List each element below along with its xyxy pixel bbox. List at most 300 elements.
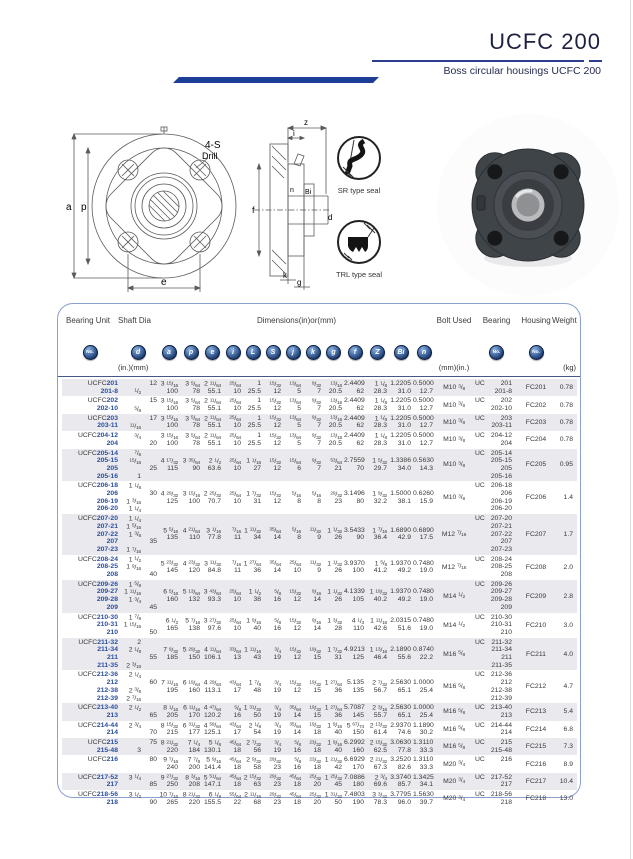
column-letter-badge: No. — [489, 345, 504, 360]
dimension-cell: 2 $^{11}/_{64}$ 55.1 — [204, 380, 221, 395]
dimension-cell: $^9/_{32}$ 7 — [311, 397, 321, 413]
dimension-cell: 2 $^{21}/_{32}$ 67.3 — [369, 757, 387, 772]
dimension-cell: 4 $^{47}/_{64}$ 120.2 — [203, 704, 221, 719]
housing-cell: FC210 — [525, 621, 547, 629]
table-row — [62, 580, 577, 613]
dimension-cell: $^{15}/_{32}$ 12 — [269, 432, 281, 447]
dimension-cell: 3 $^{15}/_{16}$ 100 — [160, 397, 178, 413]
dimension-cell: 1.3110 33.3 — [413, 756, 434, 772]
weight-cell: 6.8 — [563, 725, 573, 733]
table-row — [62, 431, 577, 448]
accent-bar — [173, 77, 379, 83]
column-letter-badge: g — [326, 345, 341, 360]
dimension-cell: $^{25}/_{64}$ 10 — [229, 490, 241, 505]
dimension-cell: 1 $^{31}/_{32}$ 50 — [324, 791, 342, 806]
dimension-cell: 1 $^{27}/_{64}$ 36 — [324, 704, 342, 719]
table-row — [62, 670, 577, 703]
dimension-cell: 1 $^7/_{32}$ 31 — [327, 646, 342, 662]
dimension-cell: 2 $^{15}/_{32}$ 63 — [243, 774, 261, 789]
dimension-cell: 5 $^{13}/_{64}$ 132 — [182, 589, 200, 604]
unit-cell: UCFC218-56 3 $^1/_2$ 218 90 — [77, 791, 157, 806]
dimension-cell: $^5/_{16}$ 8 — [311, 490, 321, 505]
dimension-cell: 0.7480 19.0 — [413, 588, 434, 604]
dimension-cell: 1 $^3/_{32}$ 28 — [327, 618, 342, 633]
unit-cell: UCFC210-30 1 $^7/_8$ 210-31 1 $^{15}/_{16}$ 210 50 — [77, 613, 157, 636]
dimension-cell: 2 $^3/_4$ 69.6 — [373, 774, 387, 789]
dimension-cell: $^{55}/_{64}$ 22 — [229, 791, 241, 806]
dimension-cell: 3 $^{15}/_{16}$ 100 — [182, 490, 200, 505]
column-letter-badge: a — [162, 345, 177, 360]
dimension-cell: 7 $^9/_{32}$ 185 — [163, 646, 178, 662]
dimension-cell: 7.0886 180 — [344, 773, 365, 789]
dimension-cell: 3 $^5/_{64}$ 78 — [185, 432, 200, 447]
table-row — [62, 790, 577, 807]
dimension-cell: 1.6890 42.9 — [390, 526, 411, 542]
front-view-drawing — [62, 114, 260, 302]
dimension-cell: 3 $^{15}/_{16}$ 100 — [160, 415, 178, 430]
weight-cell: 10.4 — [559, 777, 573, 785]
column-group-header: Bearing Unit — [66, 316, 111, 325]
dimension-cell: 2 $^7/_{32}$ 56.7 — [372, 679, 387, 694]
dimension-cell: 1 $^{13}/_{16}$ 46.4 — [369, 646, 387, 662]
svg-text:p: p — [81, 202, 87, 213]
dimension-cell: $^{23}/_{32}$ 18 — [309, 739, 321, 754]
unit-cell: UCFC217-52 3 $^1/_4$ 217 85 — [77, 773, 157, 789]
dimension-cell: 6.2992 160 — [344, 739, 365, 754]
trl-seal-label: TRL type seal — [336, 270, 382, 279]
dimension-cell: $^9/_{32}$ 7 — [311, 380, 321, 395]
bearing-cell: UC 213-40 213 — [475, 704, 512, 719]
table-row — [62, 449, 577, 482]
column-group-header: Weight — [552, 316, 577, 325]
bearing-cell: UC 204-12 204 — [475, 432, 512, 447]
page-edge — [630, 0, 631, 859]
svg-text:d: d — [328, 213, 333, 222]
dimension-cell: $^{15}/_{32}$ 12 — [269, 397, 281, 413]
dimension-cell: $^5/_{16}$ 8 — [291, 490, 301, 505]
dimension-cell: 0.5000 12.7 — [413, 380, 434, 395]
dimension-cell: 1 $^{27}/_{64}$ 36 — [243, 560, 261, 575]
table-row — [62, 555, 577, 580]
unit-cell: UCFC201 12 201-8 $^1/_2$ — [87, 380, 157, 397]
weight-cell: 8.9 — [563, 760, 573, 768]
dimension-cell: 4 $^{59}/_{64}$ 125.1 — [203, 722, 221, 737]
table-row — [62, 738, 577, 755]
dimension-cell: 0.8740 22.2 — [413, 646, 434, 662]
dimension-cell: $^{25}/_{64}$ 10 — [229, 380, 241, 395]
dimension-cell: 1 25.5 — [247, 432, 261, 447]
bolt-cell: M12 $^7/_{16}$ — [441, 563, 467, 572]
dimension-cell: 1.3386 34.0 — [390, 457, 411, 472]
dimension-cell: 1 $^1/_8$ 28.3 — [373, 397, 387, 413]
column-letter-badge: e — [205, 345, 220, 360]
dimension-cell: 1 $^9/_{32}$ 32.2 — [372, 490, 387, 505]
weight-cell: 1.4 — [563, 494, 573, 502]
housing-cell: FC208 — [525, 563, 547, 571]
column-group-header: Shaft Dia — [118, 316, 151, 325]
table-row — [62, 703, 577, 720]
unit-cell: UCFC215 75 215-48 3 — [87, 739, 157, 754]
bearing-cell: UC 212-36 212 212-38 212-39 — [475, 671, 512, 702]
dimension-cell: 4 $^{29}/_{32}$ 125 — [160, 490, 178, 505]
bearing-cell: UC 217-52 217 — [475, 773, 512, 789]
svg-text:n: n — [290, 187, 294, 194]
bearing-cell: UC 214-44 214 — [475, 721, 512, 737]
dimension-cell: 1 $^5/_8$ 41.2 — [373, 560, 387, 575]
dimension-cell: 2 $^7/_{32}$ 56 — [246, 739, 261, 754]
dimension-cell: $^{45}/_{64}$ 18 — [229, 757, 241, 772]
dimension-cell: $^{29}/_{32}$ 23 — [269, 757, 281, 772]
unit-cell: UCFC203 17 203-11 $^{11}/_{16}$ — [87, 414, 157, 432]
table-body — [58, 377, 580, 808]
dimension-cell: 9 $^7/_{16}$ 240 — [163, 757, 178, 772]
table-row — [62, 379, 577, 396]
title-rule — [372, 60, 584, 62]
dimension-cell: 6.6929 170 — [344, 756, 365, 772]
bolt-cell: M16 $^5/_8$ — [443, 650, 465, 659]
bearing-cell: UC 208-24 208-25 208 — [475, 555, 512, 579]
dimension-cell: 2 $^1/_8$ 54 — [248, 722, 261, 737]
dimension-cell: 6 $^{31}/_{32}$ 177 — [182, 722, 200, 737]
dimension-cell: 1 $^1/_8$ 28.3 — [373, 380, 387, 395]
table-row — [62, 481, 577, 514]
dimension-cell: 2.7559 70 — [344, 457, 365, 472]
dimension-cell: 1 $^7/_{16}$ 36.4 — [372, 527, 387, 542]
column-letter-badge: i — [226, 345, 241, 360]
bolt-cell: M10 $^3/_8$ — [443, 383, 465, 392]
dimension-cell: $^3/_4$ 19 — [273, 646, 281, 662]
weight-cell: 7.3 — [563, 743, 573, 751]
spec-table — [57, 303, 581, 806]
unit-cell: UCFC208-24 1 $^1/_2$ 208-25 1 $^9/_{16}$ 208 40 — [77, 555, 157, 579]
dimension-cell: $^{29}/_{32}$ 23 — [269, 791, 281, 806]
dimension-cell: 6 $^1/_2$ 165 — [165, 618, 178, 633]
housing-cell: FC215 — [525, 743, 547, 751]
dimension-cell: 7 $^1/_4$ 184 — [187, 739, 200, 754]
dimension-cell: 3 $^{15}/_{16}$ 100 — [160, 432, 178, 447]
dimension-cell: 1 $^{21}/_{32}$ 42 — [324, 757, 342, 772]
dimension-cell: 5.135 135 — [346, 679, 364, 694]
dimension-cell: 1 $^9/_{16}$ 40 — [246, 618, 261, 633]
dimension-cell: 2 $^{11}/_{64}$ 55.1 — [204, 432, 221, 447]
column-letter-badge: f — [348, 345, 363, 360]
dimension-cell: $^{15}/_{32}$ 12 — [289, 589, 301, 604]
dimension-cell: 3.1496 80 — [344, 490, 365, 505]
dimension-cell: 1 $^5/_{32}$ 29.7 — [372, 457, 387, 472]
dimension-cell: 3 $^{27}/_{32}$ 97.6 — [203, 618, 221, 633]
bolt-cell: M10 $^3/_8$ — [443, 435, 465, 444]
dimension-cell: $^{35}/_{64}$ 14 — [269, 560, 281, 575]
svg-text:4-S: 4-S — [205, 140, 221, 151]
dimension-cell: 3 $^5/_{64}$ 78 — [185, 397, 200, 413]
dimension-cell: $^{19}/_{32}$ 15 — [309, 679, 321, 694]
dimension-cell: $^{25}/_{64}$ 10 — [229, 397, 241, 413]
dimension-cell: $^{13}/_{16}$ 20.5 — [328, 397, 342, 413]
dimension-cell: $^5/_8$ 16 — [273, 618, 281, 633]
bolt-cell: M20 $^3/_4$ — [443, 760, 465, 769]
table-row — [62, 721, 577, 738]
dimension-cell: 0.5000 12.7 — [413, 432, 434, 447]
dimension-cell: 1 $^1/_{32}$ 26 — [327, 589, 342, 604]
dimension-cell: 2 $^{11}/_{64}$ 55.1 — [204, 397, 221, 413]
bearing-cell: UC 206-18 206 206-19 206-20 — [475, 482, 512, 513]
dimension-cell: $^{15}/_{32}$ 12 — [269, 380, 281, 395]
bolt-cell: M16 $^5/_8$ — [443, 742, 465, 751]
dimension-cell: $^{15}/_{32}$ 12 — [289, 646, 301, 662]
dimension-cell: 2 $^{15}/_{32}$ 62.5 — [369, 739, 387, 754]
dimension-cell: 1 25.5 — [247, 414, 261, 430]
table-row — [62, 514, 577, 555]
dimension-cell: 2.4409 62 — [344, 414, 365, 430]
dimension-cell: $^{13}/_{64}$ 5 — [289, 397, 301, 413]
dimension-cell: 1.9370 49.2 — [390, 588, 411, 604]
dimension-cell: 2 $^{11}/_{16}$ 68 — [244, 791, 261, 806]
housing-cell: FC201 — [525, 384, 547, 392]
dimension-cell: 1 $^1/_8$ 28.3 — [373, 432, 387, 447]
svg-text:Bi: Bi — [305, 189, 312, 196]
dimension-cell: $^{25}/_{64}$ 10 — [229, 415, 241, 430]
dimension-cell: $^3/_4$ 19 — [273, 739, 281, 754]
dimension-cell: 1 $^1/_8$ 28.3 — [373, 415, 387, 430]
dimension-cell: $^{29}/_{32}$ 23 — [269, 774, 281, 789]
dimension-cell: 1.0000 25.4 — [413, 704, 434, 719]
dimension-cell: $^{19}/_{32}$ 18 — [309, 722, 321, 737]
bearing-cell: UC 203 203-11 — [475, 414, 512, 430]
housing-cell: FC216 — [525, 760, 547, 768]
dimension-cell: $^{13}/_{16}$ 20.5 — [328, 432, 342, 447]
dimension-cell: 1 $^7/_{32}$ 31 — [246, 490, 261, 505]
weight-cell: 0.95 — [559, 461, 573, 469]
dimension-cell: 4.9213 125 — [344, 646, 365, 662]
column-letter-badge: Z — [370, 345, 385, 360]
dimension-cell: 5 $^5/_{16}$ 135 — [163, 527, 178, 542]
dimension-cell: 1.2205 31.0 — [390, 397, 411, 413]
dimension-cell: $^5/_{16}$ 8 — [291, 527, 301, 542]
dimension-cell: $^{45}/_{64}$ 18 — [289, 774, 301, 789]
dimension-cell: $^5/_8$ 16 — [233, 704, 241, 719]
dimension-cell: 7 $^{11}/_{16}$ 195 — [161, 679, 178, 694]
table-row — [62, 755, 577, 772]
column-letter-badge: No. — [83, 345, 98, 360]
dimension-cell: 8 $^3/_{16}$ 208 — [185, 774, 200, 789]
dimension-cell: $^{15}/_{64}$ 6 — [289, 457, 301, 472]
dimension-cell: 7 $^7/_8$ 200 — [187, 757, 200, 772]
bearing-cell: UC 211-32 211-34 211 211-35 — [475, 638, 512, 669]
dimension-cell: 1.0000 25.4 — [413, 679, 434, 694]
dimension-cell: 4 $^{21}/_{64}$ 110 — [182, 527, 200, 542]
dimension-cell: 2.4409 62 — [344, 397, 365, 413]
dimension-cell: 1.1890 30.2 — [413, 721, 434, 737]
dimension-cell: 3 $^1/_{16}$ 77.8 — [206, 527, 221, 542]
column-letter-badge: k — [306, 345, 321, 360]
dimension-cell: $^5/_8$ 16 — [293, 739, 301, 754]
dimension-cell: 3.0630 77.8 — [390, 739, 411, 754]
dimension-cell: 3 $^5/_{64}$ 78 — [185, 380, 200, 395]
dimension-cell: 1 $^1/_{16}$ 27 — [246, 457, 261, 472]
dimension-cell: 7.4803 190 — [344, 791, 365, 806]
dimension-cell: $^{25}/_{32}$ 20 — [309, 791, 321, 806]
dimension-cell: 2.4409 62 — [344, 380, 365, 395]
dimension-cell: 1 25.5 — [247, 397, 261, 413]
weight-cell: 2.0 — [563, 563, 573, 571]
weight-cell: 5.4 — [563, 708, 573, 716]
dimension-cell: 1 $^{27}/_{64}$ 36 — [324, 679, 342, 694]
weight-cell: 0.78 — [559, 401, 573, 409]
dimension-cell: 8 $^{21}/_{32}$ 220 — [182, 791, 200, 806]
bearing-cell: UC 202 202-10 — [475, 397, 512, 413]
weight-cell: 4.7 — [563, 683, 573, 691]
unit-cell: UCFC204-12 $^3/_4$ 204 20 — [77, 432, 157, 447]
dimension-cell: 4 $^{11}/_{64}$ 106.1 — [203, 646, 221, 662]
dimension-cell: $^7/_{16}$ 11 — [231, 560, 241, 575]
dimension-cell: $^{19}/_{32}$ 15 — [309, 704, 321, 719]
housing-cell: FC206 — [525, 494, 547, 502]
dimension-cell: 1 $^9/_{16}$ 40 — [327, 722, 342, 737]
unit-cell: UCFC212-36 2 $^1/_4$ 212 60 212-38 2 $^3/_8$ 212-39 2 $^7/_{16}$ — [77, 671, 157, 704]
dimension-cell: $^{25}/_{64}$ 10 — [229, 589, 241, 604]
column-letter-badge: No. — [529, 345, 544, 360]
dimension-cell: $^{15}/_{32}$ 12 — [269, 490, 281, 505]
dimension-cell: 8 $^{15}/_{32}$ 215 — [160, 722, 178, 737]
dimension-cell: $^{19}/_{32}$ 15 — [309, 646, 321, 662]
dimension-cell: 2.4409 62 — [344, 432, 365, 447]
units-weight: (kg) — [563, 363, 576, 372]
unit-cell: UCFC213-40 2 $^1/_2$ 213 65 — [77, 704, 157, 719]
dimension-cell: $^3/_4$ 19 — [273, 704, 281, 719]
dimension-cell: $^{13}/_{64}$ 5 — [289, 415, 301, 430]
dimension-cell: 1 $^7/_8$ 48 — [248, 679, 261, 694]
weight-cell: 0.78 — [559, 436, 573, 444]
dimension-cell: 3 $^{43}/_{64}$ 93.3 — [203, 589, 221, 604]
sr-seal-icon — [334, 133, 384, 183]
dimension-cell: 1 $^{19}/_{32}$ 40.2 — [369, 589, 387, 604]
dimension-cell: 3 $^5/_{64}$ 78 — [185, 415, 200, 430]
dimension-cell: 1.3110 33.3 — [413, 739, 434, 754]
dimension-cell: 5 $^{67}/_{74}$ 150 — [346, 722, 364, 737]
dimension-cell: $^{43}/_{64}$ 17 — [229, 722, 241, 737]
dimension-cell: $^{15}/_{32}$ 12 — [289, 618, 301, 633]
dimension-cell: 2.5630 65.1 — [390, 704, 411, 719]
dimension-cell: 3.9370 100 — [344, 559, 365, 575]
dimension-cell: 5 $^7/_{16}$ 138 — [185, 618, 200, 633]
dimension-cell: 1 $^{31}/_{32}$ 50 — [243, 704, 261, 719]
dimension-cell: $^{25}/_{64}$ 10 — [229, 432, 241, 447]
dimension-cell: $^{35}/_{64}$ 14 — [289, 722, 301, 737]
dimension-cell: 0.7480 19.0 — [413, 559, 434, 575]
dimension-cell: $^{25}/_{64}$ 10 — [229, 618, 241, 633]
dimension-cell: 2 $^{13}/_{32}$ 61.4 — [369, 722, 387, 737]
dimension-cell: $^{13}/_{16}$ 20.5 — [328, 380, 342, 395]
dimension-cell: $^9/_{32}$ 7 — [311, 457, 321, 472]
weight-cell: 13.0 — [559, 795, 573, 803]
dimension-cell: $^{11}/_{32}$ 9 — [309, 527, 321, 542]
bearing-cell: UC 205-14 205-15 205 205-16 — [475, 449, 512, 480]
dimension-cell: 9 $^{27}/_{32}$ 250 — [160, 774, 178, 789]
column-letter-badge: L — [246, 345, 261, 360]
weight-cell: 1.7 — [563, 530, 573, 538]
bearing-cell: UC 218-56 218 — [475, 791, 512, 806]
unit-cell: UCFC209-26 1 $^5/_8$ 209-27 1 $^{11}/_{16}$ 209-28 1 $^3/_4$ 209 45 — [77, 580, 157, 611]
bearing-cell: UC 207-20 207-21 207-22 207 207-23 — [475, 515, 512, 553]
dimension-cell: 4 $^{29}/_{64}$ 113.1 — [203, 679, 221, 694]
dimension-cell: 5 $^{23}/_{32}$ 145 — [160, 560, 178, 575]
dimension-cell: 3.2520 82.6 — [390, 756, 411, 772]
svg-text:e: e — [161, 277, 167, 288]
table-row — [62, 638, 577, 671]
dimension-cell: $^{25}/_{32}$ 20 — [309, 774, 321, 789]
weight-cell: 3.0 — [563, 621, 573, 629]
bearing-cell: UC 201 201-8 — [475, 380, 512, 395]
dimension-cell: 0.6890 17.5 — [413, 526, 434, 542]
dimension-cell: $^{25}/_{64}$ 10 — [229, 457, 241, 472]
svg-text:g: g — [297, 278, 302, 287]
sr-seal-label: SR type seal — [337, 186, 381, 195]
housing-cell: FC204 — [525, 436, 547, 444]
housing-cell: FC202 — [525, 401, 547, 409]
dimension-cell: $^{33}/_{64}$ 13 — [229, 646, 241, 662]
bolt-cell: M14 $^1/_2$ — [443, 621, 465, 630]
column-letter-badge: Bi — [394, 345, 409, 360]
dimension-cell: $^{23}/_{32}$ 18 — [309, 757, 321, 772]
bolt-cell: M12 $^7/_{16}$ — [441, 530, 467, 539]
dimension-cell: $^7/_{16}$ 11 — [231, 527, 241, 542]
dimension-cell: 1.3425 34.1 — [413, 773, 434, 789]
dimension-cell: 3.7795 96.0 — [390, 791, 411, 806]
page-title: UCFC 200 — [489, 29, 601, 54]
dimension-cell: 1 $^9/_{16}$ 40 — [327, 739, 342, 754]
dimension-cell: 1.5630 39.7 — [413, 791, 434, 806]
dimension-cell: 5 $^{29}/_{32}$ 150 — [182, 646, 200, 662]
housing-cell: FC203 — [525, 418, 547, 426]
svg-text:z: z — [304, 118, 308, 127]
dimension-cell: $^{13}/_{64}$ 5 — [289, 380, 301, 395]
dimension-cell: $^{15}/_{32}$ 12 — [269, 457, 281, 472]
column-group-headers — [62, 316, 577, 325]
bolt-cell: M20 $^3/_4$ — [443, 777, 465, 786]
table-row — [62, 396, 577, 413]
dimension-cell: $^{53}/_{64}$ 21 — [330, 457, 342, 472]
dimension-cell: 0.7480 19.0 — [413, 617, 434, 633]
dimension-cell: 1 $^{11}/_{16}$ 42.6 — [370, 618, 387, 633]
dimension-cell: 8 $^{21}/_{32}$ 220 — [160, 739, 178, 754]
dimension-cell: 3 $^{35}/_{64}$ 90 — [182, 457, 200, 472]
dimension-cell: $^{45}/_{64}$ 18 — [229, 739, 241, 754]
dimension-cell: 3 $^3/_{32}$ 78.3 — [372, 791, 387, 806]
column-group-header: Bolt Used — [436, 316, 472, 325]
bearing-cell: UC 210-30 210-31 210 — [475, 613, 512, 636]
dimension-cell: 1.9370 49.2 — [390, 559, 411, 575]
dimension-cell: $^5/_8$ 16 — [293, 757, 301, 772]
units-row — [62, 363, 577, 376]
svg-text:Drill: Drill — [202, 151, 218, 161]
housing-cell: FC212 — [525, 683, 547, 691]
dimension-cell: $^9/_{32}$ 7 — [311, 415, 321, 430]
dimension-cell: $^{43}/_{64}$ 17 — [229, 679, 241, 694]
dimension-cell: $^{15}/_{32}$ 12 — [269, 415, 281, 430]
dimension-cell: $^9/_{32}$ 7 — [311, 432, 321, 447]
dimension-cell: 1.2205 31.0 — [390, 414, 411, 430]
dimension-cell: $^9/_{16}$ 14 — [311, 589, 321, 604]
bolt-cell: M16 $^5/_8$ — [443, 725, 465, 734]
column-letter-badge: j — [286, 345, 301, 360]
column-group-header: Dimensions(in)or(mm) — [256, 316, 337, 325]
dimension-cell: 10 $^7/_{16}$ 265 — [159, 791, 178, 806]
dimension-cell: 1.2205 31.0 — [390, 380, 411, 395]
dimension-cell: 4 $^{23}/_{32}$ 120 — [182, 560, 200, 575]
column-group-header: Bearing — [482, 316, 511, 325]
dimension-cell: 0.6260 15.9 — [413, 490, 434, 505]
dimension-cell: $^{45}/_{64}$ 18 — [289, 791, 301, 806]
